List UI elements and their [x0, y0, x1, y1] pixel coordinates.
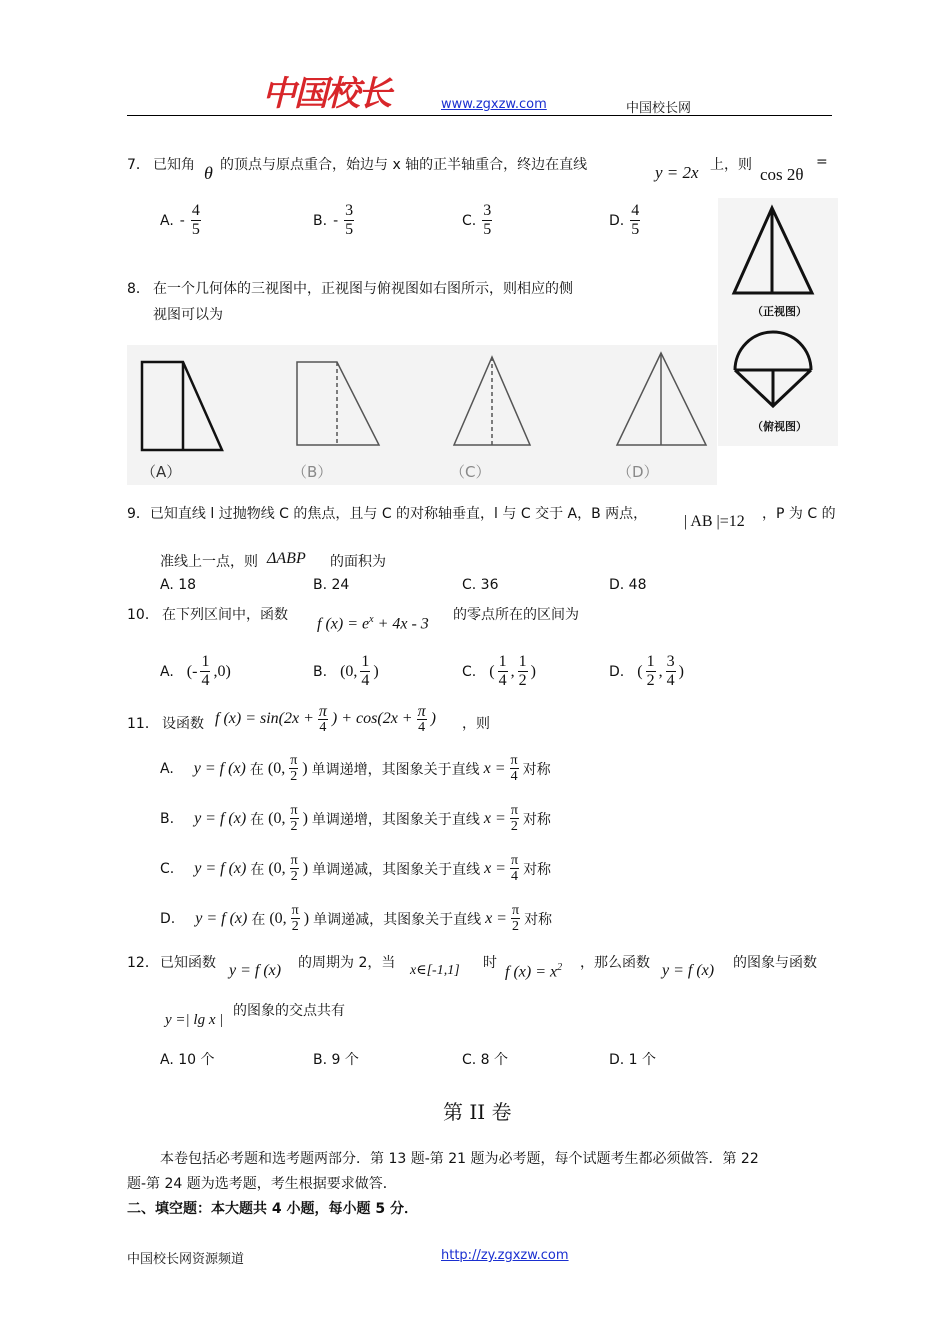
option-function: y = f (x) — [195, 909, 248, 927]
fraction-numerator: π — [290, 853, 298, 868]
part2-para-1: 本卷包括必考题和选考题两部分．第 13 题-第 21 题为必考题，每个试题考生都必须做答．第 22 — [160, 1151, 759, 1167]
fraction — [290, 853, 299, 884]
q11-text-1: 设函数 — [162, 716, 204, 732]
fraction-denominator: 4 — [361, 672, 370, 689]
fraction-numerator: 3 — [666, 653, 675, 670]
part2-title: 第 II 卷 — [443, 1100, 512, 1124]
option-function: y = f (x) — [194, 859, 247, 877]
option-text: 对称 — [523, 861, 552, 878]
fraction — [191, 202, 201, 239]
q9-line-1b: ，P 为 C 的 — [762, 506, 836, 522]
option-label: B. — [313, 663, 328, 680]
fraction-numerator: 1 — [518, 653, 527, 670]
q8-line-2: 视图可以为 — [153, 307, 223, 323]
fraction-denominator: 2 — [512, 919, 520, 934]
option-text: 对称 — [522, 761, 551, 778]
choice-c-label: （C） — [450, 463, 491, 481]
q8-choices-figure — [127, 345, 717, 485]
logo: 中国校长 — [262, 74, 390, 114]
fraction-numerator: 3 — [345, 202, 354, 219]
option-text: 在 — [250, 811, 265, 828]
fraction — [510, 853, 519, 884]
option-label: A. — [160, 212, 174, 229]
fraction-denominator: 2 — [646, 672, 655, 689]
fraction-denominator: 4 — [510, 769, 518, 784]
fraction-denominator: 4 — [666, 672, 675, 689]
q7-option-c — [462, 202, 492, 239]
fraction-numerator: π — [510, 803, 518, 818]
fraction-denominator: 4 — [498, 672, 507, 689]
q7-text-3: 上，则 — [710, 157, 752, 173]
fraction-numerator: π — [510, 753, 518, 768]
q7-option-b — [313, 202, 354, 239]
fraction — [630, 202, 640, 239]
q12-text-6: 的图象的交点共有 — [233, 1003, 345, 1019]
option-close: ,0) — [213, 662, 231, 680]
option-label: C. — [462, 212, 477, 229]
q7-text-1: 已知角 — [153, 157, 195, 173]
footer-left: 中国校长网资源频道 — [127, 1252, 245, 1267]
option-sign: - — [333, 212, 339, 229]
q11-function: f (x) = sin(2x + $\frac{\pi}{4}$ ) + cos(2x + $\frac{\pi}{4}$ ) — [215, 703, 436, 735]
fraction-numerator: π — [290, 803, 298, 818]
q7-line-eq: y = 2x — [655, 163, 699, 182]
q7-theta: θ — [204, 163, 213, 183]
q11-option-a — [160, 753, 551, 784]
option-close: ) — [302, 859, 309, 877]
option-label: D. — [160, 910, 176, 927]
fraction — [291, 903, 300, 934]
header-rule — [127, 115, 832, 116]
option-label: A. — [160, 760, 174, 777]
option-x: x = — [483, 759, 506, 777]
q10-function: f $(x) = e^x + 4x - 3$ — [317, 614, 429, 633]
q12-yfx: y = f (x) — [229, 962, 282, 979]
q9-option-d: D. 48 — [609, 577, 647, 593]
option-close: ) — [678, 662, 684, 680]
q10-text-1: 在下列区间中，函数 — [162, 607, 288, 623]
q7-eq: = — [816, 154, 828, 170]
choice-a-label: （A） — [141, 463, 182, 481]
q7-option-a — [160, 202, 201, 239]
q11-option-b — [160, 803, 551, 834]
option-text: 单调递增，其图象关于直线 — [311, 811, 480, 828]
option-x: x = — [485, 909, 507, 927]
q10-option-a — [160, 653, 231, 690]
fraction — [360, 653, 370, 690]
q10-number: 10． — [127, 607, 159, 623]
q9-ab-length: | AB |=12 — [684, 513, 745, 530]
option-function: y = f (x) — [194, 809, 247, 827]
option-close: ) — [302, 759, 308, 777]
fraction-numerator: 4 — [631, 202, 640, 219]
fraction-denominator: 2 — [291, 919, 299, 934]
q10-text-2: 的零点所在的区间为 — [453, 607, 579, 623]
fraction-denominator: 5 — [631, 221, 640, 238]
q12-option-b: B. 9 个 — [313, 1052, 359, 1068]
option-label: D. — [609, 212, 625, 229]
front-view-caption: （正视图） — [752, 305, 807, 318]
fraction-numerator: π — [511, 903, 520, 918]
fraction-numerator: 1 — [498, 653, 507, 670]
q12-number: 12． — [127, 955, 159, 971]
fraction-denominator: 2 — [290, 769, 298, 784]
fraction — [482, 202, 492, 239]
q9-option-b: B. 24 — [313, 577, 350, 593]
option-label: B. — [313, 212, 328, 229]
fraction-denominator: 5 — [345, 221, 354, 238]
q10-option-d — [609, 653, 684, 690]
q12-option-a: A. 10 个 — [160, 1052, 215, 1068]
q12-text-5: 的图象与函数 — [733, 955, 817, 971]
q12-option-c: C. 8 个 — [462, 1052, 509, 1068]
header-link[interactable]: www.zgxzw.com — [441, 97, 547, 112]
option-label: A. — [160, 663, 174, 680]
q11-option-d — [160, 903, 552, 934]
option-text: 在 — [251, 911, 266, 928]
option-label: C. — [160, 860, 175, 877]
footer-link[interactable]: http://zy.zgxzw.com — [441, 1248, 569, 1263]
q12-interval: x∈[-1,1] — [410, 963, 460, 978]
fraction-denominator: 4 — [511, 869, 519, 884]
option-close: ) — [302, 809, 308, 827]
fraction-numerator: π — [510, 853, 519, 868]
fraction — [344, 202, 354, 239]
fraction — [666, 653, 676, 690]
section-heading: 二、填空题：本大题共 4 小题，每小题 5 分． — [127, 1201, 418, 1217]
q11-number: 11． — [127, 716, 159, 732]
fraction — [200, 653, 210, 690]
option-label: C. — [462, 663, 477, 680]
q7-text-2: 的顶点与原点重合，始边与 x 轴的正半轴重合，终边在直线 — [220, 157, 588, 173]
fraction-denominator: 2 — [290, 869, 298, 884]
q10-option-c — [462, 653, 536, 690]
fraction-denominator: 5 — [483, 221, 492, 238]
fraction-numerator: 1 — [646, 653, 655, 670]
option-x: x = — [484, 859, 506, 877]
q7-number: 7． — [127, 157, 150, 173]
fraction — [511, 903, 520, 934]
q12-text-1: 已知函数 — [160, 955, 216, 971]
q12-fx-square: f $(x) = x^2$ — [505, 962, 563, 981]
choice-b-label: （B） — [292, 463, 333, 481]
option-interval: (0, — [268, 809, 286, 827]
q8-number: 8． — [127, 281, 150, 297]
fraction — [498, 653, 508, 690]
q9-line-1: 9．已知直线 l 过抛物线 C 的焦点，且与 C 的对称轴垂直，l 与 C 交于 A，B 两点， — [127, 506, 648, 522]
q12-yfx-2: y = f (x) — [662, 962, 715, 979]
q12-ylg: y =| lg x | — [165, 1012, 224, 1028]
q12-option-d: D. 1 个 — [609, 1052, 657, 1068]
fraction — [518, 653, 528, 690]
fraction-numerator: 4 — [191, 202, 200, 219]
option-text: 对称 — [524, 911, 553, 928]
q8-line-1: 在一个几何体的三视图中，正视图与俯视图如右图所示，则相应的侧 — [153, 281, 573, 297]
fraction-denominator: 5 — [191, 221, 200, 238]
fraction — [289, 753, 298, 784]
option-close: ) — [530, 662, 536, 680]
fraction-numerator: 3 — [483, 202, 492, 219]
fraction-denominator: 2 — [510, 819, 518, 834]
fraction — [510, 803, 519, 834]
option-interval: (0, — [269, 909, 287, 927]
fraction-numerator: 1 — [361, 653, 370, 670]
q11-option-c — [160, 853, 551, 884]
option-interval: (0, — [267, 759, 286, 777]
q12-text-2: 的周期为 2，当 — [298, 955, 396, 971]
fraction-denominator: 2 — [518, 672, 527, 689]
q7-option-d — [609, 202, 640, 239]
q7-cos: cos 2θ — [760, 165, 804, 184]
header-site-name: 中国校长网 — [626, 101, 692, 116]
option-text: 单调递减，其图象关于直线 — [312, 861, 481, 878]
q9-line-2b: 的面积为 — [330, 554, 386, 570]
option-label: B. — [160, 810, 175, 827]
q9-triangle: ΔABP — [267, 550, 306, 567]
option-comma: , — [510, 662, 515, 680]
option-text: 单调递增，其图象关于直线 — [311, 761, 480, 778]
option-open: (- — [186, 662, 198, 680]
q10-option-b — [313, 653, 379, 690]
q9-option-c: C. 36 — [462, 577, 499, 593]
option-text: 在 — [249, 761, 264, 778]
option-function: y = f (x) — [193, 759, 246, 777]
option-text: 单调递减，其图象关于直线 — [313, 911, 482, 928]
part2-para-2: 题-第 24 题为选考题，考生根据要求做答． — [127, 1176, 397, 1192]
option-label: D. — [609, 663, 625, 680]
option-close: ) — [303, 909, 310, 927]
fraction — [510, 753, 519, 784]
fraction — [646, 653, 656, 690]
fraction-numerator: π — [291, 903, 299, 918]
option-x: x = — [483, 809, 506, 827]
option-open: ( — [489, 662, 495, 680]
option-interval: (0, — [268, 859, 286, 877]
top-view-caption: （俯视图） — [752, 420, 807, 433]
q12-text-3: 时 — [483, 955, 497, 971]
fraction-numerator: 1 — [201, 653, 210, 670]
three-view-figure — [718, 198, 838, 446]
fraction — [290, 803, 299, 834]
option-open: ( — [637, 662, 643, 680]
q9-line-2a: 准线上一点，则 — [160, 554, 258, 570]
option-text: 在 — [250, 861, 265, 878]
q9-option-a: A. 18 — [160, 577, 197, 593]
option-open: (0, — [340, 662, 358, 680]
q12-text-4: ，那么函数 — [580, 955, 650, 971]
option-sign: - — [179, 212, 185, 229]
option-text: 对称 — [522, 811, 551, 828]
q11-text-2: ，则 — [462, 716, 490, 732]
option-comma: , — [658, 662, 663, 680]
choice-d-label: （D） — [617, 463, 659, 481]
option-close: ) — [373, 662, 379, 680]
fraction-numerator: π — [290, 753, 298, 768]
fraction-denominator: 4 — [201, 672, 210, 689]
fraction-denominator: 2 — [290, 819, 298, 834]
